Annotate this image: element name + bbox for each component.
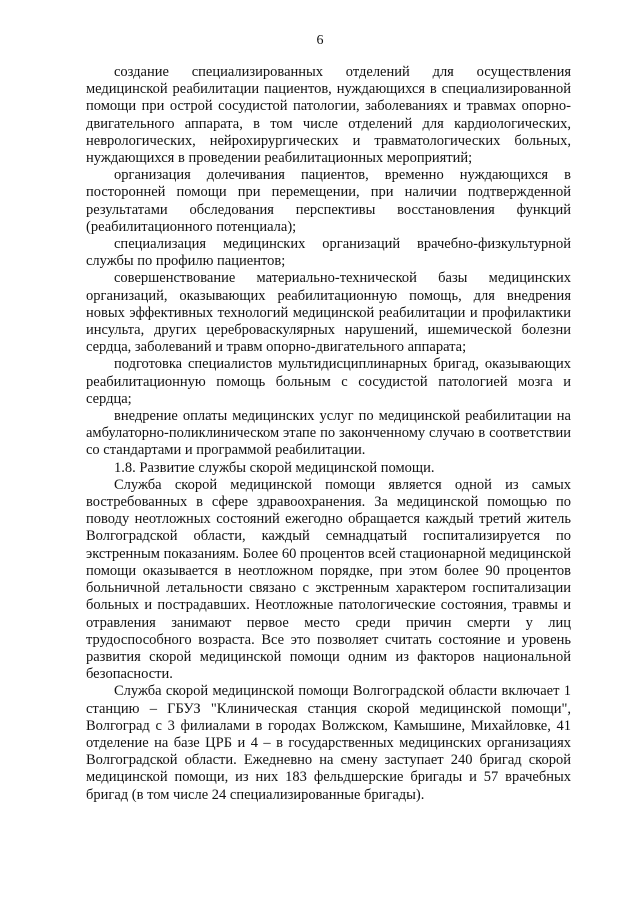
- paragraph-specialization: специализация медицинских организаций врачебно-физкультурной службы по профилю пациентов;: [86, 236, 571, 270]
- paragraph-ambulance-structure: Служба скорой медицинской помощи Волгоградской области включает 1 станцию – ГБУЗ "Клиническая станция скорой медицинской помощи", Волгоград с 3 филиалами в городах Волжском, Камышине, Михайловке, 41 отделение на базе ЦРБ и 4 – в государственных медицинских организациях Волгоградской области. Ежедневно на смену заступает 240 бригад скорой медицинской помощи, из них 183 фельдшерские бригады и 57 врачебных бригад (в том числе 24 специализированные бригады).: [86, 683, 571, 803]
- paragraph-training: подготовка специалистов мультидисциплинарных бригад, оказывающих реабилитационную помощь больным с сосудистой патологией мозга и сердца;: [86, 356, 571, 407]
- paragraph-equipment: совершенствование материально-технической базы медицинских организаций, оказывающих реабилитационную помощь, для внедрения новых эффективных технологий медицинской реабилитации и профилактики инсульта, других цереброваскулярных нарушений, ишемической болезни сердца, заболеваний и травм опорно-двигательного аппарата;: [86, 270, 571, 356]
- paragraph-aftercare: организация долечивания пациентов, временно нуждающихся в посторонней помощи при перемещении, при наличии подтвержденной результатами обследования перспективы восстановления функций (реабилитационного потенциала);: [86, 167, 571, 235]
- paragraph-rehab-departments: создание специализированных отделений для осуществления медицинской реабилитации пациентов, нуждающихся в специализированной помощи при острой сосудистой патологии, заболеваниях и травмах опорно-двигательного аппарата, в том числе отделений для кардиологических, неврологических, нейрохирургических и травматологических больных, нуждающихся в проведении реабилитационных мероприятий;: [86, 64, 571, 167]
- section-heading-ambulance: 1.8. Развитие службы скорой медицинской помощи.: [114, 459, 435, 476]
- paragraph-ambulance-importance: Служба скорой медицинской помощи является одной из самых востребованных в сфере здравоохранения. За медицинской помощью по поводу неотложных состояний ежегодно обращается каждый третий житель Волгоградской области, каждый семнадцатый госпитализируется по экстренным показаниям. Более 60 процентов всей стационарной медицинской помощи оказывается в неотложном порядке, при этом более 90 процентов больничной летальности связано с экстренным характером госпитализации больных и пострадавших. Неотложные патологические состояния, травмы и отравления занимают первое место среди причин смерти у лиц трудоспособного возраста. Все это позволяет считать состояние и уровень развития скорой медицинской помощи одним из факторов национальной безопасности.: [86, 476, 571, 683]
- page-number: 6: [316, 33, 324, 48]
- paragraph-payment: внедрение оплаты медицинских услуг по медицинской реабилитации на амбулаторно-поликлиническом этапе по законченному случаю в соответствии со стандартами и программой реабилитации.: [86, 408, 571, 459]
- page-body: [86, 64, 571, 804]
